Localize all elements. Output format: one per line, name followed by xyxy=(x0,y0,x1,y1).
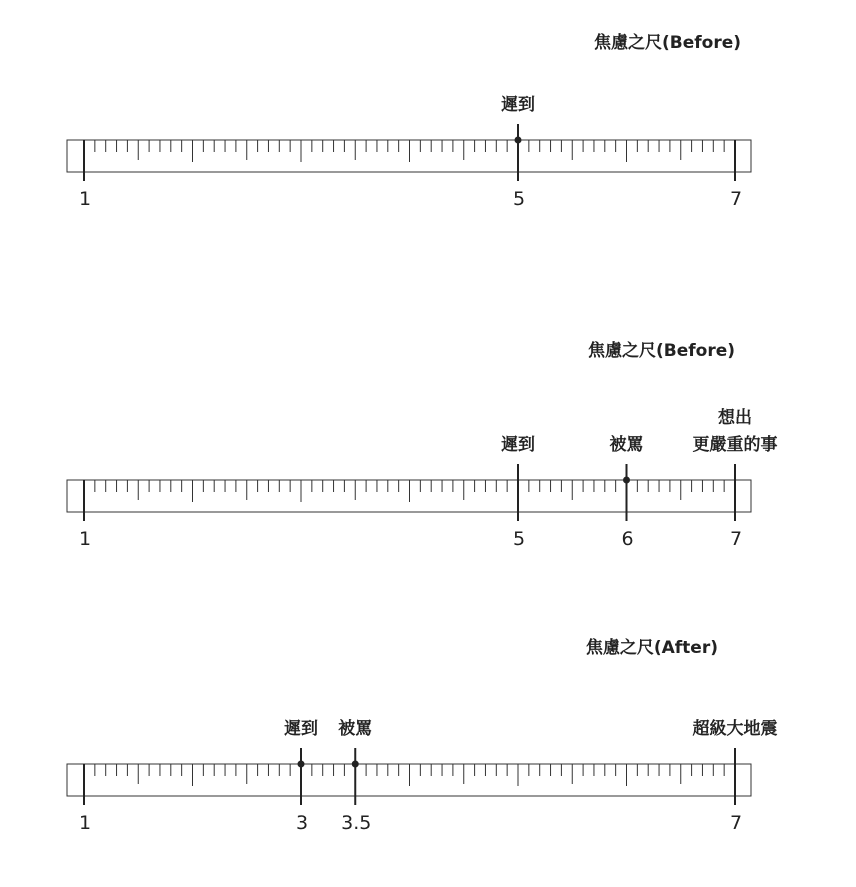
marker-dot xyxy=(352,761,359,768)
tick-number: 1 xyxy=(78,188,92,210)
marker-dot xyxy=(515,137,522,144)
tick-number: 7 xyxy=(729,528,743,550)
tick-number: 5 xyxy=(512,528,526,550)
tick-number: 1 xyxy=(78,812,92,834)
marker-label: 被罵 xyxy=(338,719,373,739)
ruler-title: 焦慮之尺(Before) xyxy=(587,341,735,361)
ruler-title: 焦慮之尺(After) xyxy=(585,638,718,658)
tick-number: 1 xyxy=(78,528,92,550)
tick-number: 6 xyxy=(621,528,634,550)
marker-label: 超級大地震 xyxy=(692,719,778,739)
marker-label: 遲到 xyxy=(501,95,535,115)
marker-label: 想出 xyxy=(718,408,752,428)
marker-label: 被罵 xyxy=(609,435,644,455)
marker-label: 更嚴重的事 xyxy=(692,435,778,455)
marker-label: 遲到 xyxy=(284,719,318,739)
tick-number: 3.5 xyxy=(341,812,372,834)
tick-number: 7 xyxy=(729,812,743,834)
tick-number: 7 xyxy=(729,188,743,210)
ruler-title: 焦慮之尺(Before) xyxy=(593,33,741,53)
tick-number: 5 xyxy=(512,188,526,210)
marker-label: 遲到 xyxy=(501,435,535,455)
marker-dot xyxy=(298,761,305,768)
tick-number: 3 xyxy=(295,812,309,834)
marker-dot xyxy=(623,477,630,484)
